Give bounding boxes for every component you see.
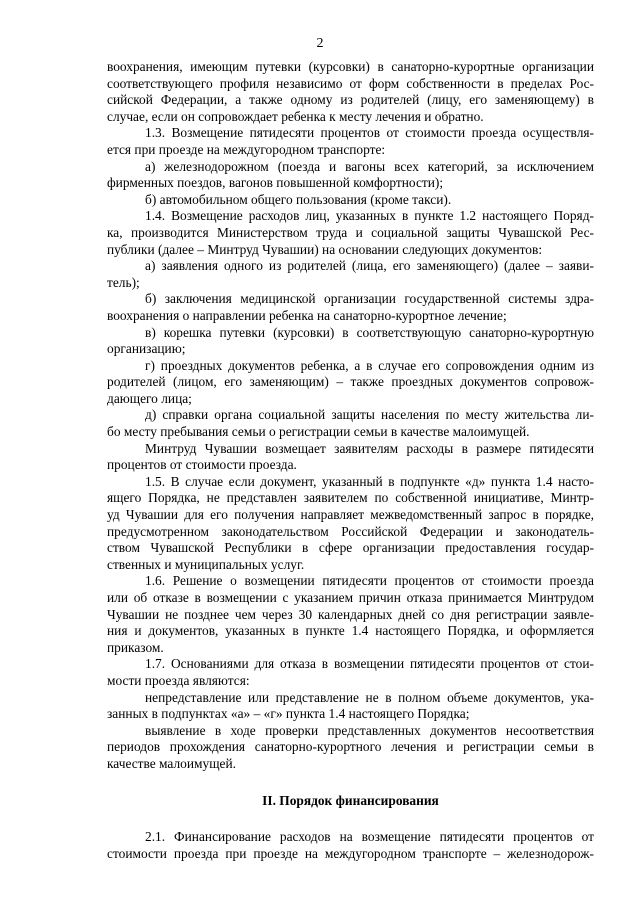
text-line: б) автомобильном общего пользования (кроме такси). — [145, 191, 452, 207]
text-line: г) проездных документов ребенка, а в случае его сопровождения одним из — [145, 357, 594, 373]
text-line: занных в подпунктах «а» – «г» пункта 1.4 настоящего Порядка; — [107, 706, 470, 722]
text-line: дающего лица; — [107, 390, 192, 406]
text-line: а) заявления одного из родителей (лица, его заменяющего) (далее – заяви- — [145, 258, 594, 274]
text-line: сийской Федерации, а также одному из родителей (лицу, его заменяющему) в — [107, 92, 594, 108]
text-line: 1.5. В случае если документ, указанный в подпункте «д» пункта 1.4 насто- — [145, 473, 594, 489]
text-line: тель); — [107, 274, 140, 290]
text-line: ния и документов, указанных в пункте 1.4 настоящего Порядка, и оформляется — [107, 623, 594, 639]
text-line: воохранения о направлении ребенка на санаторно-курортное лечение; — [107, 307, 507, 323]
text-line: фирменных поездов, вагонов повышенной комфортности); — [107, 175, 444, 191]
text-line: уд Чувашии для его получения направляет межведомственный запрос в порядке, — [107, 507, 594, 523]
text-line: предусмотренном законодательством Российской Федерации и законодатель- — [107, 523, 594, 539]
text-line: выявление в ходе проверки представленных документов несоответствия — [145, 722, 594, 738]
text-line: бо месту пребывания семьи о регистрации семьи в качестве малоимущей. — [107, 424, 530, 440]
text-line: непредставление или представление не в полном объеме документов, ука- — [145, 689, 594, 705]
text-line: или об отказе в возмещении с указанием причин отказа принимается Минтрудом — [107, 590, 594, 605]
section-heading: II. Порядок финансирования — [262, 792, 439, 808]
body-lines — [107, 59, 594, 773]
text-line: мости проезда являются: — [107, 672, 250, 688]
text-line: Чувашии не позднее чем через 30 календарных дней со дня регистрации заявле- — [107, 606, 594, 622]
text-line: 1.6. Решение о возмещении пятидесяти процентов от стоимости проезда — [145, 573, 594, 589]
text-line: ящего Порядка, не представлен заявителем по собственной инициативе, Минтр- — [107, 490, 594, 506]
text-line: ется при проезде на междугородном транспорте: — [107, 141, 386, 157]
text-line: в) корешка путевки (курсовки) в соответствующую санаторно-курортную — [145, 324, 594, 340]
text-line: публики (далее – Минтруд Чувашии) на основании следующих документов: — [107, 241, 543, 257]
text-line: соответствующего профиля независимо от форм собственности в пределах Рос- — [107, 75, 594, 91]
text-line: б) заключения медицинской организации государственной системы здра- — [145, 291, 594, 307]
text-line: а) железнодорожном (поезда и вагоны всех категорий, за исключением — [145, 158, 594, 174]
text-line: процентов от стоимости проезда. — [107, 457, 297, 473]
text-line: родителей (лицом, его заменяющим) – также проездных документов сопровож- — [107, 374, 594, 390]
text-line: воохранения, имеющим путевки (курсовки) в санаторно-курортные организации — [107, 59, 594, 74]
text-line: стоимости проезда при проезде на междугородном транспорте – железнодорож- — [107, 845, 594, 861]
text-line: 1.7. Основаниями для отказа в возмещении пятидесяти процентов от стои- — [145, 656, 594, 672]
text-line: 1.3. Возмещение пятидесяти процентов от стоимости проезда осуществля- — [145, 125, 594, 141]
text-line: д) справки органа социальной защиты населения по месту жительства ли- — [145, 407, 594, 423]
text-line: ственных и муниципальных услуг. — [107, 556, 305, 572]
text-line: ка, производится Министерством труда и социальной защиты Чувашской Рес- — [107, 224, 594, 240]
text-line: приказом. — [107, 639, 164, 655]
document-body — [107, 59, 594, 862]
text-line: периодов прохождения санаторно-курортного лечения и регистрации семьи в — [107, 739, 594, 755]
text-line: 1.4. Возмещение расходов лиц, указанных в пункте 1.2 настоящего Поряд- — [145, 208, 594, 224]
text-line: ством Чувашской Республики в сфере организации предоставления государ- — [107, 540, 594, 556]
text-line: 2.1. Финансирование расходов на возмещение пятидесяти процентов от — [145, 829, 594, 845]
page-number: 2 — [316, 36, 324, 51]
body-lines-after — [107, 829, 594, 862]
text-line: случае, если он сопровождает ребенка к месту лечения и обратно. — [107, 108, 484, 124]
text-line: Минтруд Чувашии возмещает заявителям расходы в размере пятидесяти — [145, 440, 594, 456]
text-line: организацию; — [107, 341, 186, 357]
text-line: качестве малоимущей. — [107, 755, 236, 771]
